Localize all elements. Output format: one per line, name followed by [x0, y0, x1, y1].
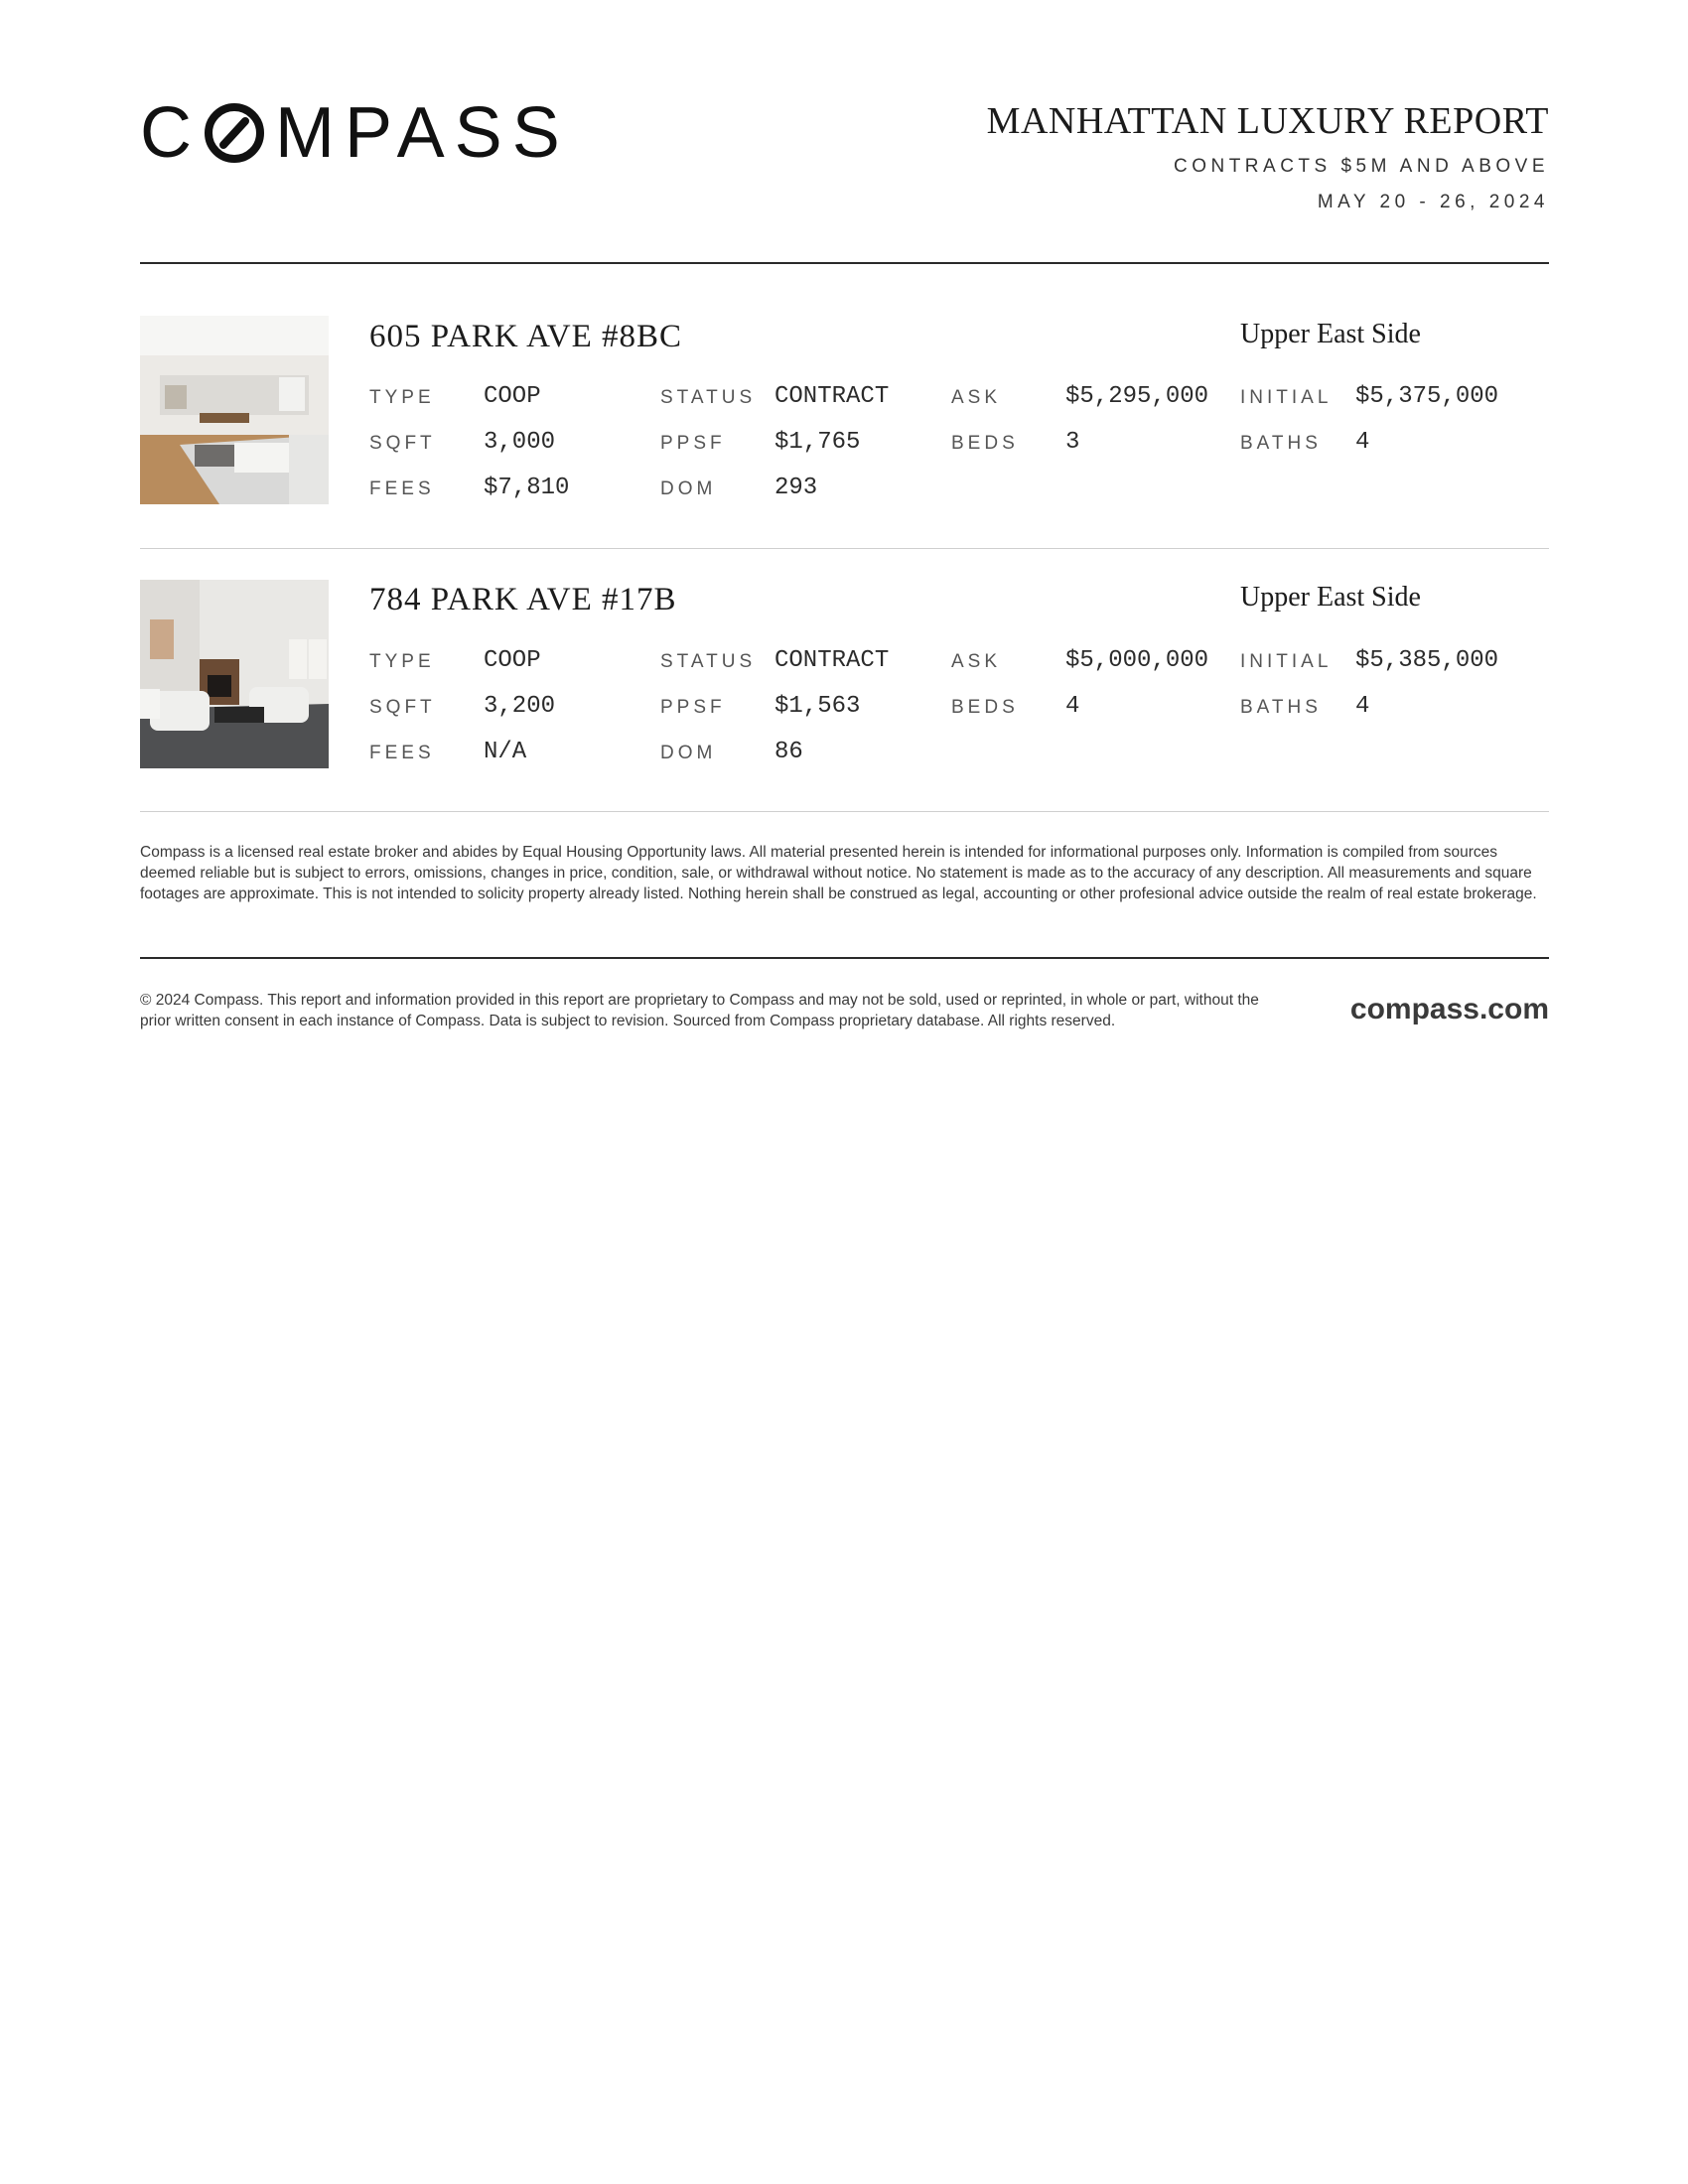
listing-neighborhood: Upper East Side — [1240, 319, 1421, 349]
listing-address: 784 PARK AVE #17B — [369, 582, 677, 617]
sqft-value: 3,000 — [484, 429, 556, 456]
dom-value: 293 — [774, 475, 818, 501]
ask-value: $5,000,000 — [1065, 647, 1209, 674]
listing-neighborhood: Upper East Side — [1240, 582, 1421, 613]
dom-label: DOM — [660, 478, 717, 499]
ask-value: $5,295,000 — [1065, 383, 1209, 410]
status-label: STATUS — [660, 387, 757, 408]
type-label: TYPE — [369, 651, 435, 672]
report-title: MANHATTAN LUXURY REPORT — [986, 100, 1549, 142]
report-subtitle: CONTRACTS $5M AND ABOVE — [1173, 156, 1549, 177]
copyright-notice: © 2024 Compass. This report and information provided in this report are proprietary to Compass and may not be sold, used or reprinted, in whole or part, without the prior written consent in each instance of Compass. Data is subject to revision. Sourced from Compass proprietary database. All rights reserved. — [140, 992, 1259, 1029]
listing-photo[interactable] — [140, 316, 329, 504]
initial-label: INITIAL — [1240, 387, 1333, 408]
status-label: STATUS — [660, 651, 757, 672]
initial-label: INITIAL — [1240, 651, 1333, 672]
legal-disclaimer: Compass is a licensed real estate broker and abides by Equal Housing Opportunity laws. All material presented herein is intended for informational purposes only. Information is compiled from sources deemed reliable but is subject to errors, omissions, changes in price, condition, sale, or withdrawal without notice. No statement is made as to the accuracy of any description. All measurements and square footages are approximate. This is not intended to solicity property already listed. Nothing herein shall be construed as legal, accounting or other profesional advice outside the realm of real estate brokerage. — [140, 844, 1537, 902]
ppsf-value: $1,563 — [774, 693, 861, 720]
website-link[interactable]: compass.com — [1349, 993, 1549, 1025]
report-date-range: MAY 20 - 26, 2024 — [1317, 192, 1549, 212]
dom-label: DOM — [660, 743, 717, 763]
initial-value: $5,375,000 — [1355, 383, 1499, 410]
fees-value: $7,810 — [484, 475, 570, 501]
initial-value: $5,385,000 — [1355, 647, 1499, 674]
type-value: COOP — [484, 647, 541, 674]
fees-label: FEES — [369, 743, 435, 763]
listing-card — [140, 549, 1549, 812]
type-value: COOP — [484, 383, 541, 410]
beds-label: BEDS — [951, 697, 1019, 718]
type-label: TYPE — [369, 387, 435, 408]
beds-label: BEDS — [951, 433, 1019, 454]
living-room-fireplace-photo — [140, 580, 329, 768]
dom-value: 86 — [774, 739, 803, 765]
logo-wordmark — [140, 93, 570, 173]
compass-logo[interactable] — [140, 93, 570, 173]
baths-value: 4 — [1355, 429, 1370, 456]
sqft-label: SQFT — [369, 433, 436, 454]
baths-label: BATHS — [1240, 433, 1322, 454]
status-value: CONTRACT — [774, 647, 890, 674]
baths-label: BATHS — [1240, 697, 1322, 718]
report-page — [140, 0, 1549, 1029]
ppsf-label: PPSF — [660, 433, 726, 454]
baths-value: 4 — [1355, 693, 1370, 720]
ppsf-label: PPSF — [660, 697, 726, 718]
listing-photo[interactable] — [140, 580, 329, 768]
ask-label: ASK — [951, 651, 1002, 672]
sqft-label: SQFT — [369, 697, 436, 718]
fees-label: FEES — [369, 478, 435, 499]
sqft-value: 3,200 — [484, 693, 556, 720]
logo-letters-mpass: MPASS — [275, 93, 570, 173]
compass-o-icon — [204, 102, 265, 164]
report-header — [140, 0, 1549, 264]
beds-value: 4 — [1065, 693, 1080, 720]
beds-value: 3 — [1065, 429, 1080, 456]
ppsf-value: $1,765 — [774, 429, 861, 456]
logo-letter-c: C — [140, 93, 202, 173]
ask-label: ASK — [951, 387, 1002, 408]
fees-value: N/A — [484, 739, 527, 765]
status-value: CONTRACT — [774, 383, 890, 410]
living-room-photo — [140, 316, 329, 504]
listing-address: 605 PARK AVE #8BC — [369, 319, 683, 354]
footer-divider — [140, 957, 1549, 959]
listing-card — [140, 264, 1549, 549]
